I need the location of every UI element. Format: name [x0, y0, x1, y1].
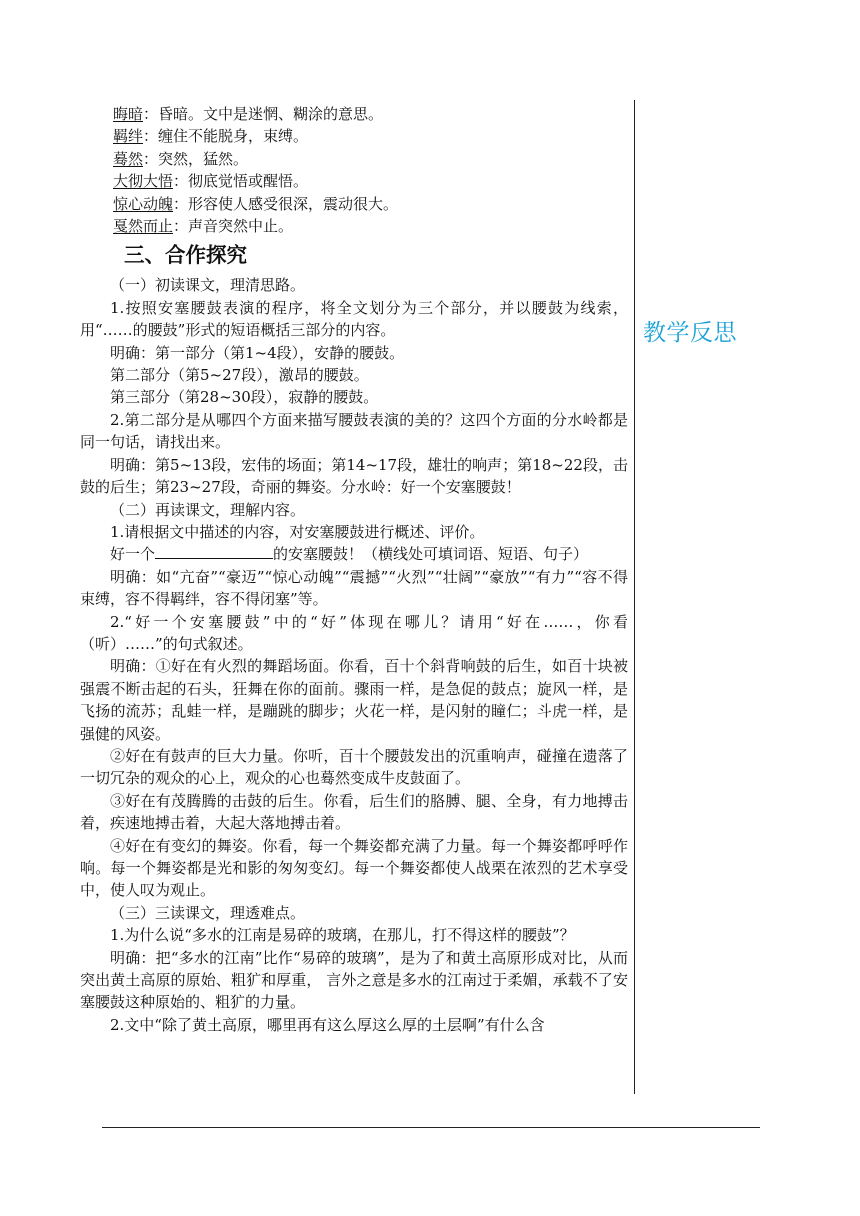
paragraph: 1.为什么说“多水的江南是易碎的玻璃，在那儿，打不得这样的腰鼓”？: [110, 926, 575, 945]
glossary-term: 惊心动魄: [113, 194, 174, 213]
body-part-b: [80, 566, 628, 1037]
paragraph: 2.“好一个安塞腰鼓”中的“好”体现在哪儿？请用“好在……，你看（听）……”的句式叙述。: [80, 612, 628, 653]
paragraph: 明确：①好在有火烈的舞蹈场面。你看，百十个斜背响鼓的后生，如百十块被强震不断击起的石头，狂舞在你的面前。骤雨一样，是急促的鼓点；旋风一样，是飞扬的流苏；乱蛙一样，是蹦跳的脚步；火花一样，是闪射的瞳仁；斗虎一样，是强健的风姿。: [80, 657, 628, 743]
glossary-item: [80, 193, 628, 215]
glossary-term: 蓦然: [113, 149, 144, 168]
glossary-term: 羁绊: [113, 127, 144, 146]
column-divider: [634, 100, 635, 1094]
paragraph: 明确：第5~13段，宏伟的场面；第14~17段，雄壮的响声；第18~22段，击鼓的后生；第23~27段，奇丽的舞姿。分水岭：好一个安塞腰鼓！: [80, 455, 628, 497]
section-heading: 三、合作探究: [124, 243, 247, 268]
paragraph: ③好在有茂腾腾的击鼓的后生。你看，后生们的胳膊、腿、全身，有力地搏击着，疾速地搏击着，大起大落地搏击着。: [80, 791, 628, 833]
fill-blank: [155, 544, 273, 559]
paragraph: 第三部分（第28~30段），寂静的腰鼓。: [110, 388, 379, 407]
glossary-definition: ：形容使人感受很深，震动很大。: [173, 194, 399, 213]
paragraph: 1.请根据文中描述的内容，对安塞腰鼓进行概述、评价。: [110, 522, 485, 541]
glossary: [80, 103, 628, 237]
fill-in-line: [80, 543, 628, 565]
paragraph: 明确：如“亢奋”“豪迈”“惊心动魄”“震撼”“火烈”“壮阔”“豪放”“有力”“容不得束缚，容不得羁绊，容不得闭塞”等。: [80, 567, 628, 609]
body-part-a: [80, 274, 628, 543]
main-column: [80, 103, 628, 1036]
glossary-item: [80, 103, 628, 125]
paragraph: 第二部分（第5~27段），激昂的腰鼓。: [110, 366, 369, 385]
glossary-definition: ：昏暗。文中是迷惘、糊涂的意思。: [143, 105, 384, 123]
footer-rule: [102, 1127, 760, 1128]
paragraph: （三）三读课文，理透难点。: [110, 903, 306, 922]
glossary-item: [80, 125, 628, 147]
glossary-term: 晦暗: [113, 105, 144, 123]
teaching-reflection-title: 教学反思: [643, 320, 737, 346]
glossary-term: 大彻大悟: [113, 172, 174, 191]
glossary-definition: ：彻底觉悟或醒悟。: [173, 172, 309, 191]
glossary-definition: ：突然，猛然。: [143, 149, 249, 168]
paragraph: 明确：把“多水的江南”比作“易碎的玻璃”，是为了和黄土高原形成对比，从而突出黄土高原的原始、粗犷和厚重， 言外之意是多水的江南过于柔媚，承载不了安塞腰鼓这种原始的、粗犷的力量。: [80, 948, 628, 1012]
paragraph: （一）初读课文，理清思路。: [110, 276, 306, 295]
glossary-item: [80, 148, 628, 170]
paragraph: 明确：第一部分（第1~4段），安静的腰鼓。: [110, 343, 405, 362]
paragraph: （二）再读课文，理解内容。: [110, 500, 306, 519]
glossary-item: [80, 170, 628, 192]
glossary-definition: ：声音突然中止。: [173, 217, 294, 236]
glossary-item: [80, 215, 628, 237]
fill-suffix: 的安塞腰鼓！（横线处可填词语、短语、句子）: [273, 545, 589, 564]
glossary-definition: ：缠住不能脱身，束缚。: [143, 127, 309, 146]
fill-prefix: 好一个: [110, 545, 156, 564]
paragraph: ②好在有鼓声的巨大力量。你听，百十个腰鼓发出的沉重响声，碰撞在遗落了一切冗杂的观众的心上，观众的心也蓦然变成牛皮鼓面了。: [80, 746, 628, 788]
paragraph: 1.按照安塞腰鼓表演的程序，将全文划分为三个部分，并以腰鼓为线索，用“……的腰鼓”形式的短语概括三部分的内容。: [80, 298, 628, 340]
paragraph: 2.第二部分是从哪四个方面来描写腰鼓表演的美的？这四个方面的分水岭都是同一句话，请找出来。: [80, 410, 628, 452]
glossary-term: 戛然而止: [113, 217, 174, 236]
paragraph: ④好在有变幻的舞姿。你看，每一个舞姿都充满了力量。每一个舞姿都呼呼作响。每一个舞姿都是光和影的匆匆变幻。每一个舞姿都使人战栗在浓烈的艺术享受中，使人叹为观止。: [80, 836, 628, 900]
paragraph: 2.文中“除了黄土高原，哪里再有这么厚这么厚的土层啊”有什么含: [110, 1015, 545, 1034]
